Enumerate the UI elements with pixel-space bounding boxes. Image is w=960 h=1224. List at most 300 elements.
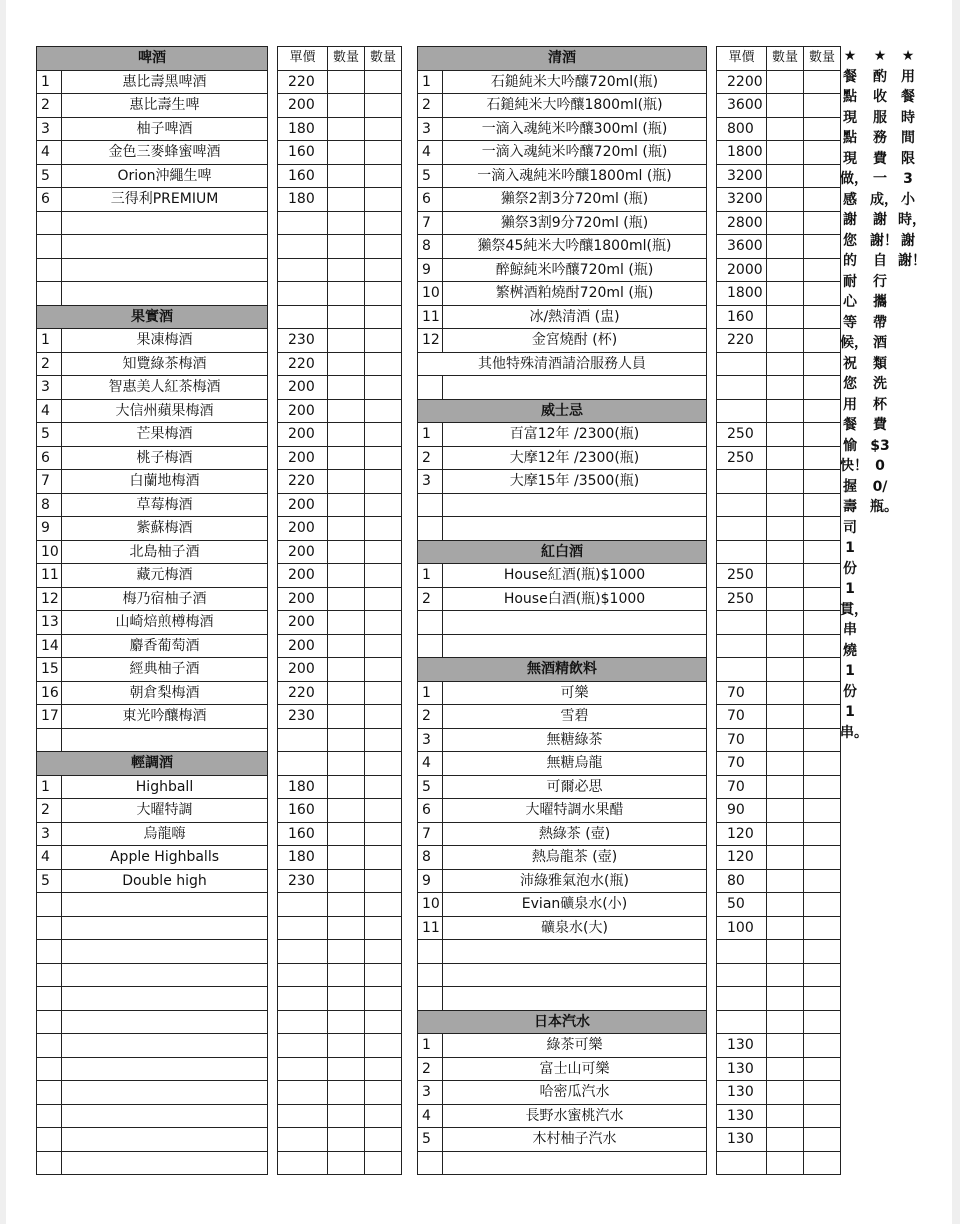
menu-item-row <box>37 658 402 682</box>
item-number: 3 <box>37 117 62 141</box>
item-price: 70 <box>717 752 767 776</box>
quantity-cell <box>804 235 841 259</box>
quantity-cell <box>804 705 841 729</box>
quantity-cell <box>365 1010 402 1034</box>
quantity-cell <box>767 681 804 705</box>
menu-item-row <box>418 258 841 282</box>
quantity-cell <box>365 564 402 588</box>
price-cell <box>717 399 767 423</box>
empty-cell <box>418 376 443 400</box>
column-gap <box>707 376 717 400</box>
column-gap <box>268 70 278 94</box>
menu-item-row <box>418 211 841 235</box>
menu-item-row <box>37 94 402 118</box>
item-name: 烏龍嗨 <box>62 822 268 846</box>
menu-item-row <box>418 846 841 870</box>
column-gap <box>707 1034 717 1058</box>
quantity-cell <box>328 752 365 776</box>
item-price: 200 <box>278 493 328 517</box>
item-number: 13 <box>37 611 62 635</box>
empty-cell <box>62 211 268 235</box>
menu-item-row <box>418 1034 841 1058</box>
menu-note-row <box>418 352 841 376</box>
item-price: 160 <box>278 141 328 165</box>
item-name: 白蘭地梅酒 <box>62 470 268 494</box>
menu-item-row <box>37 70 402 94</box>
column-gap <box>707 517 717 541</box>
item-number: 4 <box>37 846 62 870</box>
column-gap <box>707 235 717 259</box>
quantity-cell <box>328 1010 365 1034</box>
quantity-cell <box>365 493 402 517</box>
quantity-cell <box>804 1034 841 1058</box>
quantity-cell <box>328 728 365 752</box>
empty-cell <box>62 987 268 1011</box>
quantity-cell <box>767 728 804 752</box>
quantity-cell <box>767 282 804 306</box>
menu-item-row <box>418 752 841 776</box>
quantity-cell <box>767 117 804 141</box>
column-gap <box>707 893 717 917</box>
empty-row <box>37 1010 402 1034</box>
column-gap <box>268 705 278 729</box>
empty-row <box>418 634 841 658</box>
menu-item-row <box>418 329 841 353</box>
item-name: 獺祭45純米大吟釀1800ml(瓶) <box>443 235 707 259</box>
section-title: 無酒精飲料 <box>418 658 707 682</box>
quantity-cell <box>365 329 402 353</box>
item-name: 草莓梅酒 <box>62 493 268 517</box>
column-gap <box>707 141 717 165</box>
quantity-cell <box>804 329 841 353</box>
empty-cell <box>37 1151 62 1175</box>
menu-item-row <box>418 705 841 729</box>
column-gap <box>707 1057 717 1081</box>
quantity-cell <box>804 940 841 964</box>
menu-item-row <box>418 775 841 799</box>
column-gap <box>268 1034 278 1058</box>
menu-item-row <box>418 423 841 447</box>
quantity-cell <box>767 587 804 611</box>
price-column-header: 單價 <box>278 47 328 71</box>
column-gap <box>268 376 278 400</box>
quantity-cell <box>365 141 402 165</box>
quantity-cell <box>328 376 365 400</box>
quantity-cell <box>328 305 365 329</box>
item-number: 6 <box>37 188 62 212</box>
menu-item-row <box>37 352 402 376</box>
item-name: 哈密瓜汽水 <box>443 1081 707 1105</box>
section-header-row <box>418 658 841 682</box>
quantity-cell <box>328 470 365 494</box>
item-number: 1 <box>418 70 443 94</box>
item-number: 2 <box>418 446 443 470</box>
quantity-cell <box>767 658 804 682</box>
quantity-cell <box>328 1151 365 1175</box>
column-gap <box>268 141 278 165</box>
menu-item-row <box>418 1057 841 1081</box>
quantity-cell <box>328 423 365 447</box>
empty-cell <box>37 963 62 987</box>
item-number: 1 <box>37 70 62 94</box>
quantity-cell <box>804 211 841 235</box>
empty-row <box>37 987 402 1011</box>
item-name: Apple Highballs <box>62 846 268 870</box>
item-name: Double high <box>62 869 268 893</box>
item-name: 獺祭2割3分720ml (瓶) <box>443 188 707 212</box>
quantity-cell <box>804 681 841 705</box>
item-name: 百富12年 /2300(瓶) <box>443 423 707 447</box>
item-number: 9 <box>418 258 443 282</box>
item-price: 50 <box>717 893 767 917</box>
quantity-cell <box>328 846 365 870</box>
empty-cell <box>443 1151 707 1175</box>
quantity-cell <box>328 1104 365 1128</box>
quantity-cell <box>365 634 402 658</box>
item-number: 14 <box>37 634 62 658</box>
item-number: 4 <box>37 399 62 423</box>
empty-cell <box>418 517 443 541</box>
item-price: 80 <box>717 869 767 893</box>
menu-item-row <box>37 517 402 541</box>
column-gap <box>707 446 717 470</box>
item-price: 200 <box>278 540 328 564</box>
left-menu-table <box>36 46 402 1175</box>
quantity-cell <box>767 1010 804 1034</box>
menu-note: 其他特殊清酒請洽服務人員 <box>418 352 707 376</box>
column-gap <box>268 117 278 141</box>
price-cell <box>278 893 328 917</box>
quantity-cell <box>767 822 804 846</box>
quantity-cell <box>767 164 804 188</box>
item-price: 250 <box>717 423 767 447</box>
quantity-cell <box>767 517 804 541</box>
quantity-cell <box>328 188 365 212</box>
quantity-cell <box>328 493 365 517</box>
empty-cell <box>443 634 707 658</box>
item-name: 可樂 <box>443 681 707 705</box>
quantity-cell <box>365 446 402 470</box>
column-gap <box>268 775 278 799</box>
item-price: 230 <box>278 869 328 893</box>
item-name: 大曜特調 <box>62 799 268 823</box>
item-price: 70 <box>717 728 767 752</box>
quantity-cell <box>365 728 402 752</box>
menu-item-row <box>418 188 841 212</box>
empty-cell <box>37 728 62 752</box>
quantity-cell <box>365 70 402 94</box>
item-number: 11 <box>418 305 443 329</box>
note-time-limit: ★用餐時間限3小時，謝謝！ <box>898 48 926 269</box>
empty-cell <box>62 893 268 917</box>
quantity-cell <box>767 352 804 376</box>
menu-item-row <box>37 869 402 893</box>
empty-cell <box>37 1034 62 1058</box>
price-cell <box>278 235 328 259</box>
quantity-cell <box>365 1057 402 1081</box>
column-gap <box>268 869 278 893</box>
column-gap <box>707 1081 717 1105</box>
item-price: 1800 <box>717 141 767 165</box>
item-number: 4 <box>418 141 443 165</box>
quantity-cell <box>328 329 365 353</box>
quantity-cell <box>365 752 402 776</box>
quantity-cell <box>365 658 402 682</box>
menu-item-row <box>37 470 402 494</box>
column-gap <box>268 211 278 235</box>
item-number: 8 <box>418 846 443 870</box>
column-gap <box>707 1104 717 1128</box>
column-gap <box>707 658 717 682</box>
item-name: 富士山可樂 <box>443 1057 707 1081</box>
menu-item-row <box>37 399 402 423</box>
item-price: 180 <box>278 117 328 141</box>
menu-item-row <box>418 728 841 752</box>
section-title: 果實酒 <box>37 305 268 329</box>
quantity-cell <box>804 446 841 470</box>
column-gap <box>707 940 717 964</box>
empty-row <box>418 940 841 964</box>
menu-item-row <box>37 705 402 729</box>
quantity-cell <box>328 775 365 799</box>
item-price: 220 <box>717 329 767 353</box>
item-name: Highball <box>62 775 268 799</box>
item-number: 1 <box>418 423 443 447</box>
item-name: 礦泉水(大) <box>443 916 707 940</box>
quantity-cell <box>804 282 841 306</box>
column-gap <box>268 258 278 282</box>
quantity-cell <box>365 470 402 494</box>
item-number: 3 <box>418 1081 443 1105</box>
item-name: 石鎚純米大吟釀720ml(瓶) <box>443 70 707 94</box>
item-price: 130 <box>717 1104 767 1128</box>
empty-cell <box>37 1104 62 1128</box>
item-name: 紫蘇梅酒 <box>62 517 268 541</box>
quantity-cell <box>328 211 365 235</box>
quantity-cell <box>328 1128 365 1152</box>
item-name: 熱烏龍茶 (壺) <box>443 846 707 870</box>
item-name: 東光吟釀梅酒 <box>62 705 268 729</box>
item-number: 10 <box>418 893 443 917</box>
section-title: 輕調酒 <box>37 752 268 776</box>
item-price: 250 <box>717 446 767 470</box>
column-gap <box>268 282 278 306</box>
column-gap <box>268 47 278 71</box>
item-name: 桃子梅酒 <box>62 446 268 470</box>
quantity-cell <box>804 352 841 376</box>
price-cell <box>717 1010 767 1034</box>
quantity-cell <box>328 799 365 823</box>
menu-item-row <box>37 164 402 188</box>
quantity-cell <box>328 1034 365 1058</box>
menu-item-row <box>418 94 841 118</box>
price-cell <box>278 916 328 940</box>
column-gap <box>268 611 278 635</box>
empty-row <box>37 916 402 940</box>
quantity-cell <box>804 987 841 1011</box>
empty-cell <box>443 963 707 987</box>
menu-item-row <box>418 869 841 893</box>
quantity-cell <box>804 376 841 400</box>
quantity-cell <box>365 94 402 118</box>
quantity-cell <box>365 376 402 400</box>
quantity-cell <box>767 940 804 964</box>
quantity-cell <box>767 1057 804 1081</box>
quantity-cell <box>804 869 841 893</box>
section-header-row <box>37 752 402 776</box>
quantity-cell <box>365 587 402 611</box>
quantity-cell <box>804 1081 841 1105</box>
quantity-cell <box>328 1081 365 1105</box>
price-cell <box>278 305 328 329</box>
item-name: 山崎焙煎樽梅酒 <box>62 611 268 635</box>
item-name: 藏元梅酒 <box>62 564 268 588</box>
empty-cell <box>62 1128 268 1152</box>
quantity-cell <box>328 282 365 306</box>
quantity-cell <box>365 117 402 141</box>
quantity-cell <box>767 752 804 776</box>
item-name: 熱綠茶 (壺) <box>443 822 707 846</box>
column-gap <box>268 1104 278 1128</box>
item-number: 7 <box>37 470 62 494</box>
section-title: 啤酒 <box>37 47 268 71</box>
column-gap <box>268 658 278 682</box>
quantity-cell <box>365 799 402 823</box>
empty-cell <box>443 517 707 541</box>
column-gap <box>268 540 278 564</box>
item-number: 1 <box>418 681 443 705</box>
item-price: 220 <box>278 70 328 94</box>
quantity-cell <box>804 822 841 846</box>
column-gap <box>707 540 717 564</box>
item-number: 15 <box>37 658 62 682</box>
menu-item-row <box>37 775 402 799</box>
quantity-cell <box>328 235 365 259</box>
item-number: 16 <box>37 681 62 705</box>
quantity-cell <box>804 611 841 635</box>
item-name: 惠比壽生啤 <box>62 94 268 118</box>
column-gap <box>707 117 717 141</box>
quantity-cell <box>365 1151 402 1175</box>
column-gap <box>707 564 717 588</box>
empty-row <box>418 963 841 987</box>
quantity-cell <box>804 634 841 658</box>
menu-item-row <box>37 376 402 400</box>
item-name: 石鎚純米大吟釀1800ml(瓶) <box>443 94 707 118</box>
empty-cell <box>37 1128 62 1152</box>
quantity-cell <box>365 188 402 212</box>
empty-row <box>37 940 402 964</box>
column-gap <box>268 752 278 776</box>
column-gap <box>268 423 278 447</box>
menu-item-row <box>37 117 402 141</box>
empty-cell <box>418 1151 443 1175</box>
item-price: 160 <box>717 305 767 329</box>
empty-cell <box>443 940 707 964</box>
column-gap <box>268 470 278 494</box>
quantity-cell <box>365 1034 402 1058</box>
column-gap <box>268 164 278 188</box>
quantity-cell <box>804 517 841 541</box>
item-name: 一滴入魂純米吟釀300ml (瓶) <box>443 117 707 141</box>
menu-item-row <box>418 564 841 588</box>
empty-cell <box>62 1057 268 1081</box>
empty-cell <box>62 916 268 940</box>
menu-item-row <box>37 611 402 635</box>
empty-row <box>37 893 402 917</box>
empty-row <box>37 1081 402 1105</box>
quantity-column-header: 數量 <box>804 47 841 71</box>
quantity-cell <box>328 164 365 188</box>
empty-cell <box>418 940 443 964</box>
item-price: 800 <box>717 117 767 141</box>
quantity-cell <box>767 470 804 494</box>
menu-item-row <box>418 681 841 705</box>
column-gap <box>707 70 717 94</box>
item-number: 12 <box>37 587 62 611</box>
item-name: 大信州蘋果梅酒 <box>62 399 268 423</box>
empty-cell <box>62 1010 268 1034</box>
quantity-cell <box>767 1081 804 1105</box>
quantity-cell <box>804 540 841 564</box>
column-gap <box>268 352 278 376</box>
column-gap <box>707 799 717 823</box>
column-gap <box>268 329 278 353</box>
quantity-cell <box>804 305 841 329</box>
quantity-cell <box>767 211 804 235</box>
price-cell <box>717 634 767 658</box>
quantity-cell <box>328 352 365 376</box>
column-gap <box>707 587 717 611</box>
item-name: 三得利PREMIUM <box>62 188 268 212</box>
item-price: 200 <box>278 376 328 400</box>
item-number: 11 <box>418 916 443 940</box>
column-gap <box>707 869 717 893</box>
column-gap <box>707 987 717 1011</box>
quantity-cell <box>328 70 365 94</box>
note-order-made: ★餐點現點現做，感謝您的耐心等候，祝您用餐愉快！握壽司1份1貫，串燒1份1串。 <box>840 48 868 741</box>
price-cell <box>278 1057 328 1081</box>
menu-item-row <box>418 1128 841 1152</box>
empty-row <box>37 258 402 282</box>
menu-item-row <box>37 446 402 470</box>
quantity-cell <box>328 117 365 141</box>
item-name: 一滴入魂純米吟釀720ml (瓶) <box>443 141 707 165</box>
menu-item-row <box>418 141 841 165</box>
column-gap <box>268 188 278 212</box>
item-price: 200 <box>278 658 328 682</box>
empty-cell <box>37 916 62 940</box>
menu-item-row <box>418 916 841 940</box>
item-name: 芒果梅酒 <box>62 423 268 447</box>
column-gap <box>707 305 717 329</box>
empty-row <box>418 987 841 1011</box>
menu-item-row <box>418 117 841 141</box>
note-service-fee: ★酌收服務費一成，謝謝！自行攜帶酒類洗杯費$300/瓶。 <box>870 48 898 515</box>
item-number: 9 <box>418 869 443 893</box>
item-price: 160 <box>278 822 328 846</box>
column-gap <box>268 305 278 329</box>
item-number: 2 <box>37 94 62 118</box>
item-number: 3 <box>418 117 443 141</box>
empty-cell <box>418 987 443 1011</box>
empty-row <box>418 493 841 517</box>
price-cell <box>278 1034 328 1058</box>
item-number: 1 <box>37 329 62 353</box>
item-price: 250 <box>717 564 767 588</box>
menu-item-row <box>37 564 402 588</box>
item-name: 綠茶可樂 <box>443 1034 707 1058</box>
